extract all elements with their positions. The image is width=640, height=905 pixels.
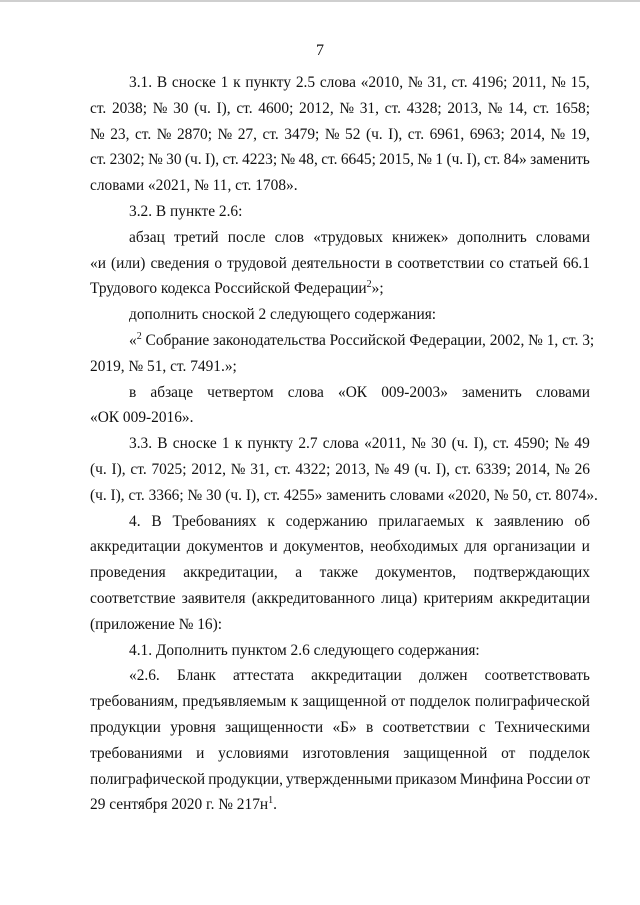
word: лица) [381, 589, 418, 607]
paragraph-abzac-fourth [90, 380, 590, 432]
text-line [90, 741, 590, 767]
word: «2011, [364, 435, 406, 453]
text-line [90, 663, 590, 689]
word: (ч. [365, 125, 383, 143]
word: уровня [170, 718, 216, 736]
word: (ч. [414, 460, 432, 478]
word: от [501, 744, 516, 762]
word: и [196, 744, 205, 762]
word: приказом [395, 770, 457, 788]
page-number: 7 [316, 42, 324, 59]
word: 009-2003» [381, 383, 448, 401]
word: «ОК [338, 383, 368, 401]
word: 2870; [176, 125, 212, 143]
word: В [157, 435, 168, 453]
text-line [90, 689, 590, 715]
word: соответствие [90, 589, 176, 607]
word: трудовой [227, 254, 287, 272]
word: документов, [283, 538, 365, 556]
word: I), [473, 435, 488, 453]
word: изготовления [302, 744, 390, 762]
word: № [407, 74, 423, 91]
word: к [233, 74, 241, 91]
word: 1658; [554, 99, 590, 117]
word: 2013, [335, 460, 370, 478]
word: 2012, [191, 460, 226, 478]
word: в [365, 718, 374, 736]
word: Минфина [459, 770, 524, 788]
word: аттестата [232, 667, 294, 685]
text-line: 2019, № 51, ст. 7491.»; [90, 357, 237, 375]
word: заявлению [494, 512, 564, 530]
word: требованиями [90, 744, 183, 762]
word: книжек» [392, 228, 449, 246]
word: ст. [484, 151, 501, 169]
word: (ч. [194, 99, 211, 117]
text-span: « [129, 331, 137, 349]
word: четвертом [207, 383, 274, 401]
text-line [90, 715, 590, 741]
word: 49 [574, 435, 590, 453]
text-line [90, 96, 590, 122]
text-line: словами «2021, № 11, ст. 1708». [90, 177, 298, 195]
word: 4328; [406, 99, 442, 117]
word: и [581, 538, 590, 556]
word: после [227, 228, 266, 246]
text-line [90, 431, 590, 457]
word: 2014, [510, 125, 545, 143]
word: соответствии [397, 254, 485, 272]
word: 6963; [469, 125, 505, 143]
word: «2010, [360, 74, 404, 91]
word: требованиям, [90, 693, 179, 711]
word: № [148, 151, 163, 169]
word: полиграфической [474, 693, 590, 711]
word: России [526, 770, 573, 788]
word: ст. [236, 99, 253, 117]
word: третий [173, 228, 219, 246]
word: 48, [298, 151, 318, 169]
word: 1 [221, 435, 230, 453]
word: № [551, 74, 566, 91]
word: защищенности [225, 718, 324, 736]
word: подделок [409, 693, 471, 711]
text-line [90, 509, 590, 535]
word: а [295, 564, 303, 582]
word: 6645; [340, 151, 376, 169]
word: № [230, 460, 246, 478]
word: I), [435, 460, 450, 478]
word: соответствовать [484, 667, 590, 685]
word: 49 [394, 460, 410, 478]
word: № [90, 125, 105, 143]
word: Требованиях [172, 512, 257, 530]
word: № [374, 460, 390, 478]
word: защищенной [403, 744, 488, 762]
word: (ч. [90, 460, 107, 478]
word: подделок [529, 744, 590, 762]
word: 2014, [515, 460, 551, 478]
word: деятельности [291, 254, 381, 272]
word: в [129, 383, 137, 401]
word: (аккредитованного [251, 589, 375, 607]
word: 2013, [447, 99, 482, 117]
word: словами [535, 228, 590, 246]
word: 4322; [295, 460, 331, 478]
word: слова [322, 435, 359, 453]
text-line [90, 792, 590, 818]
word: условиями [218, 744, 289, 762]
word: проведения [90, 564, 166, 582]
word: I), [466, 151, 481, 169]
word: для [464, 538, 487, 556]
word: (ч. [451, 435, 469, 453]
word: заменить [530, 151, 590, 169]
word: аккредитации [90, 538, 181, 556]
text-line [90, 767, 590, 793]
paragraph-2-6-quote [90, 663, 590, 818]
text-line [90, 122, 590, 148]
word: I), [204, 151, 220, 169]
word: В [151, 512, 162, 530]
word: утвержденными [286, 770, 393, 788]
word: № [280, 151, 296, 169]
word: Техническими [494, 718, 590, 736]
word: № [217, 125, 233, 143]
word: ст. [274, 460, 291, 478]
text-line: «ОК 009-2016». [90, 409, 194, 427]
text-line [90, 70, 590, 96]
text-span: 29 сентября 2020 г. № 217н [90, 796, 269, 814]
word: 26 [574, 460, 590, 478]
word: 2012, [299, 99, 334, 117]
word: к [475, 512, 484, 530]
word: 3.1. [129, 74, 153, 91]
word: об [574, 512, 590, 530]
text-line [90, 328, 595, 354]
word: 84» [503, 151, 527, 169]
word: ст. [492, 435, 510, 453]
word: организации [492, 538, 576, 556]
word: аккредитации [311, 667, 402, 685]
word: 4590; [514, 435, 550, 453]
word: 4196; [472, 74, 508, 91]
text-span: »; [371, 280, 384, 298]
paragraph-abzac-third [90, 225, 590, 302]
text-line: (приложение № 16): [90, 615, 223, 633]
word: 4223; [242, 151, 278, 169]
word: ст. [134, 125, 152, 143]
word: ст. [90, 151, 107, 169]
word: ст. [533, 99, 550, 117]
paragraph-3-3 [90, 431, 598, 508]
text-line [90, 534, 590, 560]
word: слова [319, 74, 356, 91]
word: 4600; [258, 99, 294, 117]
word: 2015, [379, 151, 414, 169]
text-line [90, 276, 590, 302]
paragraph-3-2: 3.2. В пункте 2.6: [129, 202, 243, 220]
footnote-mark-2: 2 [136, 330, 142, 342]
word: 3479; [284, 125, 320, 143]
word: 31, [250, 460, 270, 478]
word: «2.6. [129, 667, 160, 685]
word: 3.3. [129, 435, 153, 453]
word: дополнить [457, 228, 527, 246]
word: 14, [508, 99, 528, 117]
word: критериям [423, 589, 494, 607]
word: соответствии [382, 718, 470, 736]
word: ст. [407, 125, 425, 143]
word: документов [186, 538, 264, 556]
text-line [90, 586, 590, 612]
text-line [90, 457, 590, 483]
word: 30 [166, 151, 182, 169]
word: и [269, 538, 278, 556]
word: от [391, 693, 406, 711]
word: защищенной [302, 693, 387, 711]
word: № [417, 151, 432, 169]
text-line [90, 251, 590, 277]
word: № [487, 99, 503, 117]
word: ст. [384, 99, 401, 117]
word: статьей [508, 254, 558, 272]
word: № [339, 99, 355, 117]
word: «и [90, 254, 106, 272]
text-line [90, 147, 590, 173]
word: пункту [247, 435, 294, 453]
word: прилагаемых [378, 512, 465, 530]
word: словами [535, 383, 590, 401]
word: 2.7 [298, 435, 318, 453]
word: продукции, [208, 770, 283, 788]
word: также [319, 564, 359, 582]
word: о [214, 254, 223, 272]
text-line [90, 560, 590, 586]
word: сведения [150, 254, 210, 272]
paragraph-footnote-intro: дополнить сноской 2 следующего содержания: [129, 306, 437, 324]
word: ст. [90, 99, 107, 117]
word: 31, [427, 74, 447, 91]
word: (ч. [184, 151, 202, 169]
word: 2038; [111, 99, 147, 117]
word: необходимых [370, 538, 459, 556]
paragraph-4 [90, 509, 590, 638]
word: аккредитации [499, 589, 590, 607]
word: 6961, [429, 125, 465, 143]
word: 19, [570, 125, 590, 143]
word: ст. [262, 125, 279, 143]
footnote-ref-2: 2 [366, 279, 372, 291]
word: пункту [245, 74, 292, 91]
word: должен [418, 667, 468, 685]
word: «Б» [332, 718, 357, 736]
word: 23, [110, 125, 130, 143]
word: заявителя [181, 589, 246, 607]
word: № [324, 125, 340, 143]
word: подтверждающих [473, 564, 590, 582]
word: в [385, 254, 393, 272]
word: заменить [462, 383, 522, 401]
word: 52 [345, 125, 361, 143]
word: сноске [172, 435, 217, 453]
word: абзац [129, 228, 165, 246]
word: № [555, 460, 570, 478]
word: № [411, 435, 426, 453]
text-span: Трудового кодекса Российской Федерации [90, 280, 367, 298]
word: № [156, 125, 172, 143]
word: № [554, 435, 570, 453]
word: со [489, 254, 504, 272]
word: содержанию [285, 512, 368, 530]
word: ст. [451, 74, 468, 91]
word: предъявляемым [182, 693, 287, 711]
word: ст. [130, 460, 147, 478]
word: к [234, 435, 243, 453]
word: сноске [171, 74, 216, 91]
word: к [290, 693, 299, 711]
word: 30 [430, 435, 447, 453]
word: Бланк [176, 667, 216, 685]
word: 2011, [512, 74, 547, 91]
word: 1 [220, 74, 229, 91]
word: I), [388, 125, 403, 143]
word: аккредитации, [183, 564, 278, 582]
text-span: . [273, 796, 277, 814]
word: В [156, 74, 168, 91]
word: 66.1 [563, 254, 590, 272]
word: слова [287, 383, 324, 401]
text-span: Собрание законодательства Российской Федерации, 2002, № 1, ст. 3; [141, 331, 595, 349]
word: I), [216, 99, 231, 117]
word: ст. [321, 151, 338, 169]
word: 31, [359, 99, 379, 117]
word: 4. [129, 512, 141, 530]
word: 2302; [109, 151, 145, 169]
word: (ч. [446, 151, 464, 169]
word: ст. [454, 460, 471, 478]
word: слов [274, 228, 305, 246]
word: 7025; [151, 460, 187, 478]
word: 1 [435, 151, 444, 169]
word: полиграфической [90, 770, 206, 788]
paragraph-footnote-2 [90, 328, 595, 380]
text-line [90, 380, 590, 406]
word: (или) [110, 254, 146, 272]
word: с [478, 718, 486, 736]
word: документов, [375, 564, 457, 582]
word: от [575, 770, 590, 788]
word: № [152, 99, 168, 117]
word: 30 [173, 99, 189, 117]
word: абзаце [150, 383, 194, 401]
word: 27, [237, 125, 257, 143]
word: «трудовых [313, 228, 383, 246]
paragraph-3-1 [90, 70, 590, 199]
word: ст. [222, 151, 239, 169]
word: продукции [90, 718, 161, 736]
word: I), [111, 460, 126, 478]
word: 6339; [475, 460, 511, 478]
text-line: (ч. I), ст. 3366; № 30 (ч. I), ст. 4255» заменить словами «2020, № 50, ст. 8074». [90, 486, 598, 504]
text-line [90, 225, 590, 251]
word: 2.5 [295, 74, 316, 91]
document-body [90, 70, 598, 818]
word: к [267, 512, 275, 530]
word: № [550, 125, 566, 143]
paragraph-4-1: 4.1. Дополнить пунктом 2.6 следующего содержания: [129, 641, 480, 659]
word: 15, [570, 74, 590, 91]
footnote-ref-1: 1 [268, 795, 274, 807]
